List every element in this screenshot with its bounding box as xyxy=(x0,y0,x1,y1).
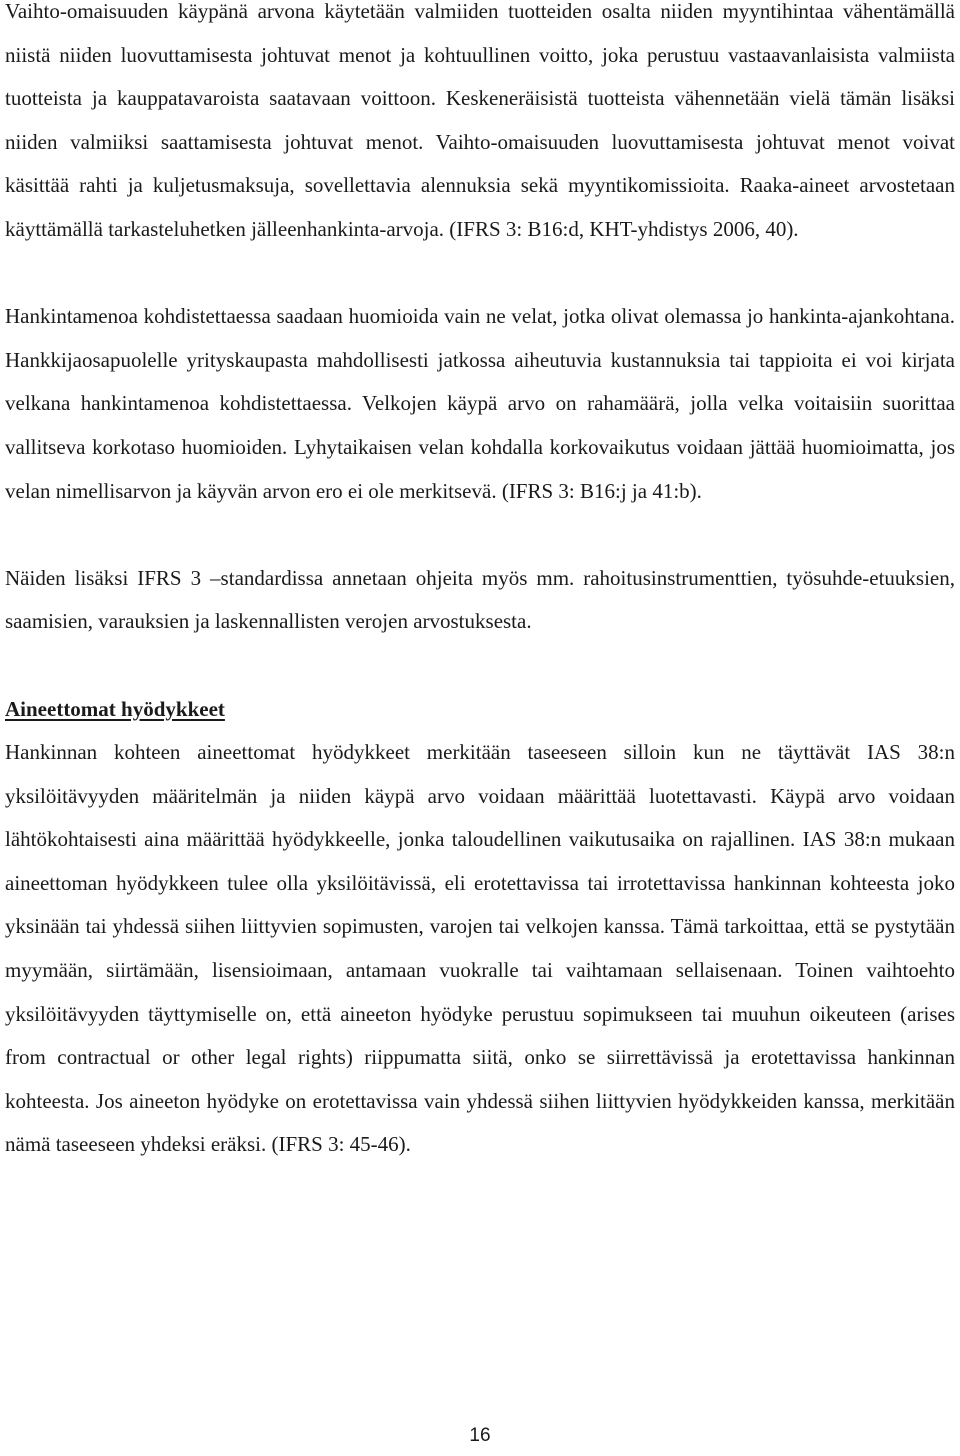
paragraph-intangible-assets: Hankinnan kohteen aineettomat hyödykkeet merkitään taseeseen silloin kun ne täyttävät IAS 38:n yksilöitävyyden määritelmän ja niiden käypä arvo voidaan määrittää luotettavasti. Käypä arvo voidaan lähtökohtaisesti aina määrittää hyödykkeelle, jonka taloudellinen vaikutusaika on rajallinen. IAS 38:n mukaan aineettoman hyödykkeen tulee olla yksilöitävissä, eli erotettavissa tai irrotettavissa hankinnan kohteesta joko yksinään tai yhdessä siihen liittyvien sopimusten, varojen tai velkojen kanssa. Tämä tarkoittaa, että se pystytään myymään, siirtämään, lisensioimaan, antamaan vuokralle tai vaihtamaan sellaisenaan. Toinen vaihtoehto yksilöitävyyden täyttymiselle on, että aineeton hyödyke perustuu sopimukseen tai muuhun oikeuteen (arises from contractual or other legal rights) riippumatta siitä, onko se siirrettävissä ja erotettavissa hankinnan kohteesta. Jos aineeton hyödyke on erotettavissa vain yhdessä siihen liittyvien hyödykkeiden kanssa, merkitään nämä taseeseen yhdeksi eräksi. (IFRS 3: 45-46). xyxy=(5,740,955,1157)
document-page xyxy=(5,0,955,1167)
section-heading: Aineettomat hyödykkeet xyxy=(5,696,225,721)
page-number: 16 xyxy=(469,1425,491,1446)
paragraph-inventory-valuation: Vaihto-omaisuuden käypänä arvona käytetään valmiiden tuotteiden osalta niiden myyntihintaa vähentämällä niistä niiden luovuttamisesta johtuvat menot ja kohtuullinen voitto, joka perustuu vastaavanlaisista valmiista tuotteista ja kauppatavaroista saatavaan voittoon. Keskeneräisistä tuotteista vähennetään vielä tämän lisäksi niiden valmiiksi saattamisesta johtuvat menot. Vaihto-omaisuuden luovuttamisesta johtuvat menot voivat käsittää rahti ja kuljetusmaksuja, sovellettavia alennuksia sekä myyntikomissioita. Raaka-aineet arvostetaan käyttämällä tarkasteluhetken jälleenhankinta-arvoja. (IFRS 3: B16:d, KHT-yhdistys 2006, 40). xyxy=(5,0,955,241)
paragraph-liabilities: Hankintamenoa kohdistettaessa saadaan huomioida vain ne velat, jotka olivat olemassa jo hankinta-ajankohtana. Hankkijaosapuolelle yrityskaupasta mahdollisesti jatkossa aiheutuvia kustannuksia tai tappioita ei voi kirjata velkana hankintamenoa kohdistettaessa. Velkojen käypä arvo on rahamäärä, jolla velka voitaisiin suorittaa vallitseva korkotaso huomioiden. Lyhytaikaisen velan kohdalla korkovaikutus voidaan jättää huomioimatta, jos velan nimellisarvon ja käyvän arvon ero ei ole merkitsevä. (IFRS 3: B16:j ja 41:b). xyxy=(5,304,955,503)
paragraph-other-guidance: Näiden lisäksi IFRS 3 –standardissa annetaan ohjeita myös mm. rahoitusinstrumenttien, työsuhde-etuuksien, saamisien, varauksien ja laskennallisten verojen arvostuksesta. xyxy=(5,565,955,634)
